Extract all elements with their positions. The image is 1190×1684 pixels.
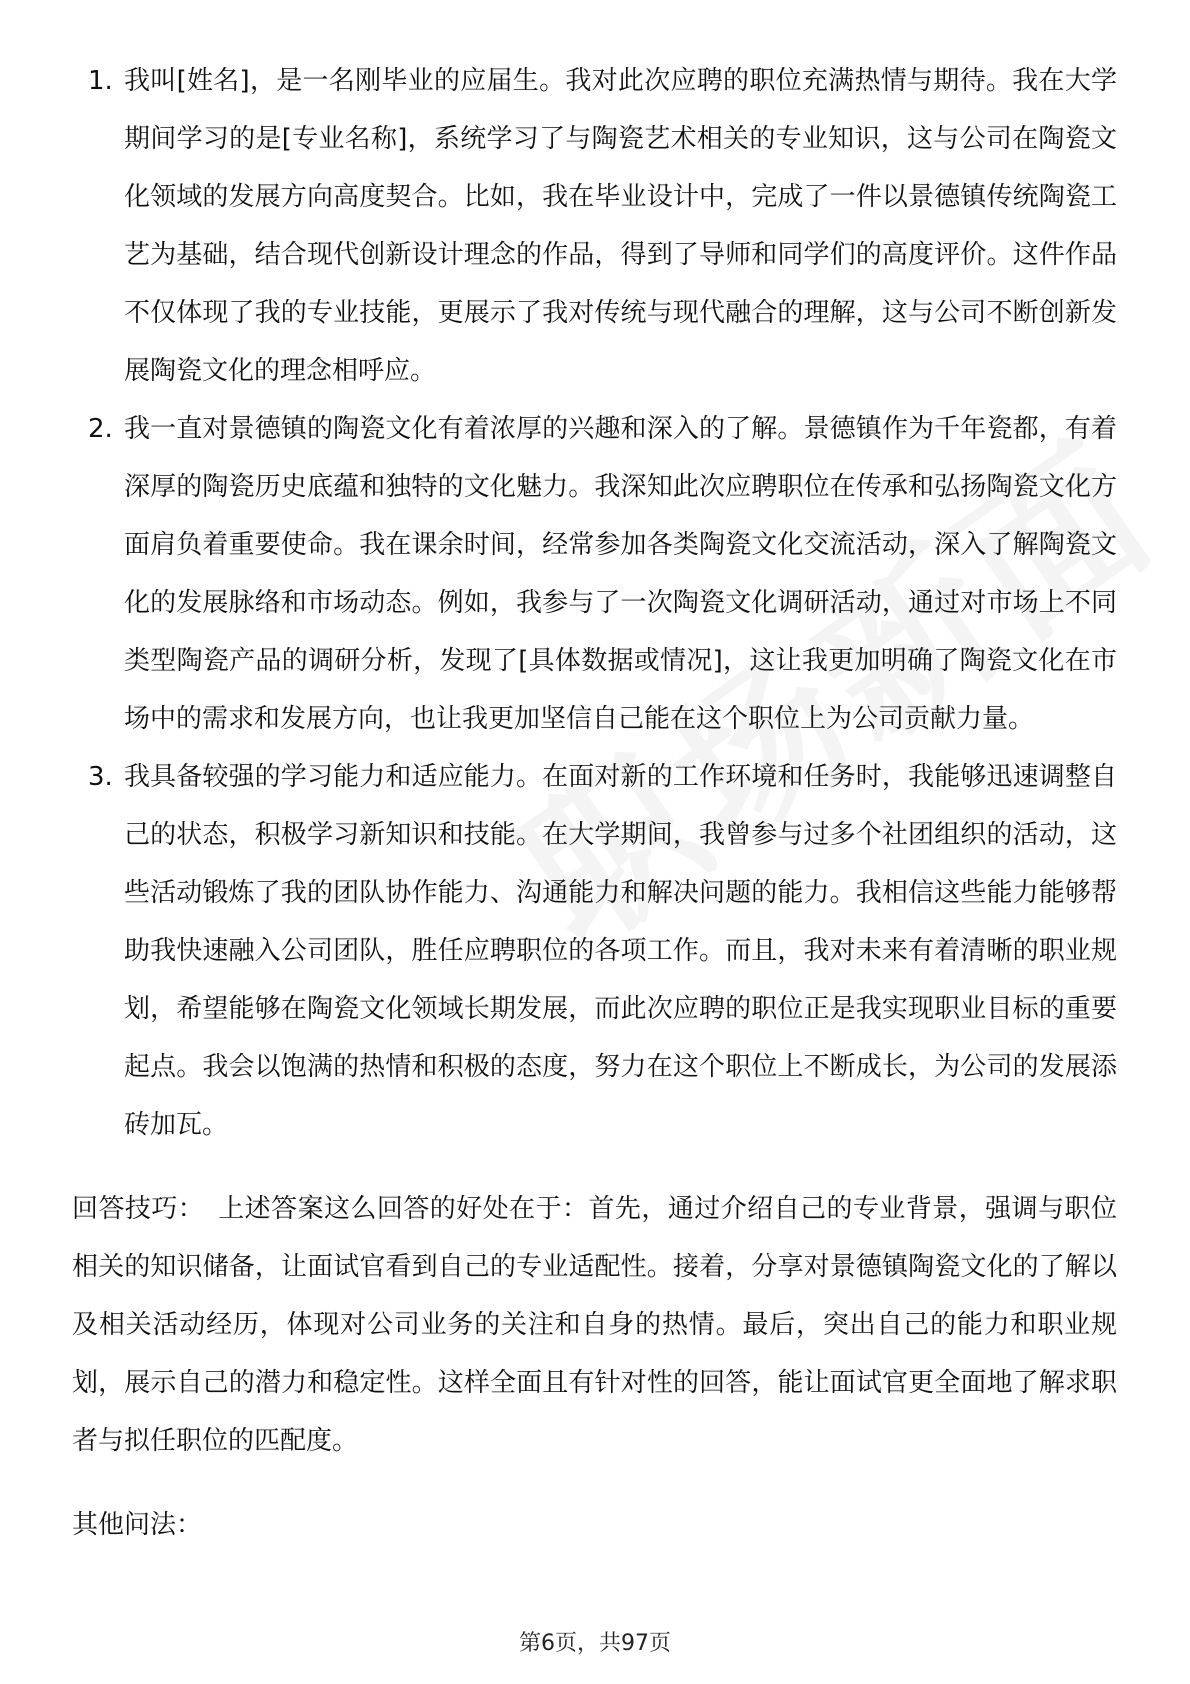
page-footer: 第6页，共97页 — [519, 1631, 671, 1656]
list-item — [72, 400, 1117, 748]
list-item-number: 1. — [88, 66, 113, 96]
list-item-text: 我叫[姓名]，是一名刚毕业的应届生。我对此次应聘的职位充满热情与期待。我在大学期间学习的是[专业名称]，系统学习了与陶瓷艺术相关的专业知识，这与公司在陶瓷文化领域的发展方向高度契合。比如，我在毕业设计中，完成了一件以景德镇传统陶瓷工艺为基础，结合现代创新设计理念的作品，得到了导师和同学们的高度评价。这件作品不仅体现了我的专业技能，更展示了我对传统与现代融合的理解，这与公司不断创新发展陶瓷文化的理念相呼应。 — [124, 66, 1117, 386]
answer-tips-text: 上述答案这么回答的好处在于：首先，通过介绍自己的专业背景，强调与职位相关的知识储备，让面试官看到自己的专业适配性。接着，分享对景德镇陶瓷文化的了解以及相关活动经历，体现对公司业务的关注和自身的热情。最后，突出自己的能力和职业规划，展示自己的潜力和稳定性。这样全面且有针对性的回答，能让面试官更全面地了解求职者与拟任职位的匹配度。 — [72, 1194, 1117, 1456]
page-content — [72, 52, 1117, 1580]
list-item-number: 2. — [88, 414, 113, 444]
list-item-text: 我具备较强的学习能力和适应能力。在面对新的工作环境和任务时，我能够迅速调整自己的状态，积极学习新知识和技能。在大学期间，我曾参与过多个社团组织的活动，这些活动锻炼了我的团队协作能力、沟通能力和解决问题的能力。我相信这些能力能够帮助我快速融入公司团队，胜任应聘职位的各项工作。而且，我对未来有着清晰的职业规划，希望能够在陶瓷文化领域长期发展，而此次应聘的职位正是我实现职业目标的重要起点。我会以饱满的热情和积极的态度，努力在这个职位上不断成长，为公司的发展添砖加瓦。 — [124, 762, 1117, 1140]
list-item-text: 我一直对景德镇的陶瓷文化有着浓厚的兴趣和深入的了解。景德镇作为千年瓷都，有着深厚的陶瓷历史底蕴和独特的文化魅力。我深知此次应聘职位在传承和弘扬陶瓷文化方面肩负着重要使命。我在课余时间，经常参加各类陶瓷文化交流活动，深入了解陶瓷文化的发展脉络和市场动态。例如，我参与了一次陶瓷文化调研活动，通过对市场上不同类型陶瓷产品的调研分析，发现了[具体数据或情况]，这让我更加明确了陶瓷文化在市场中的需求和发展方向，也让我更加坚信自己能在这个职位上为公司贡献力量。 — [124, 414, 1117, 734]
list-item-number: 3. — [88, 762, 113, 792]
answer-tips-label: 回答技巧： — [72, 1194, 205, 1224]
answer-tips-paragraph — [72, 1180, 1117, 1470]
list-item — [72, 748, 1117, 1154]
other-questions-label: 其他问法： — [72, 1510, 203, 1540]
list-item — [72, 52, 1117, 400]
answer-list — [72, 52, 1117, 1154]
